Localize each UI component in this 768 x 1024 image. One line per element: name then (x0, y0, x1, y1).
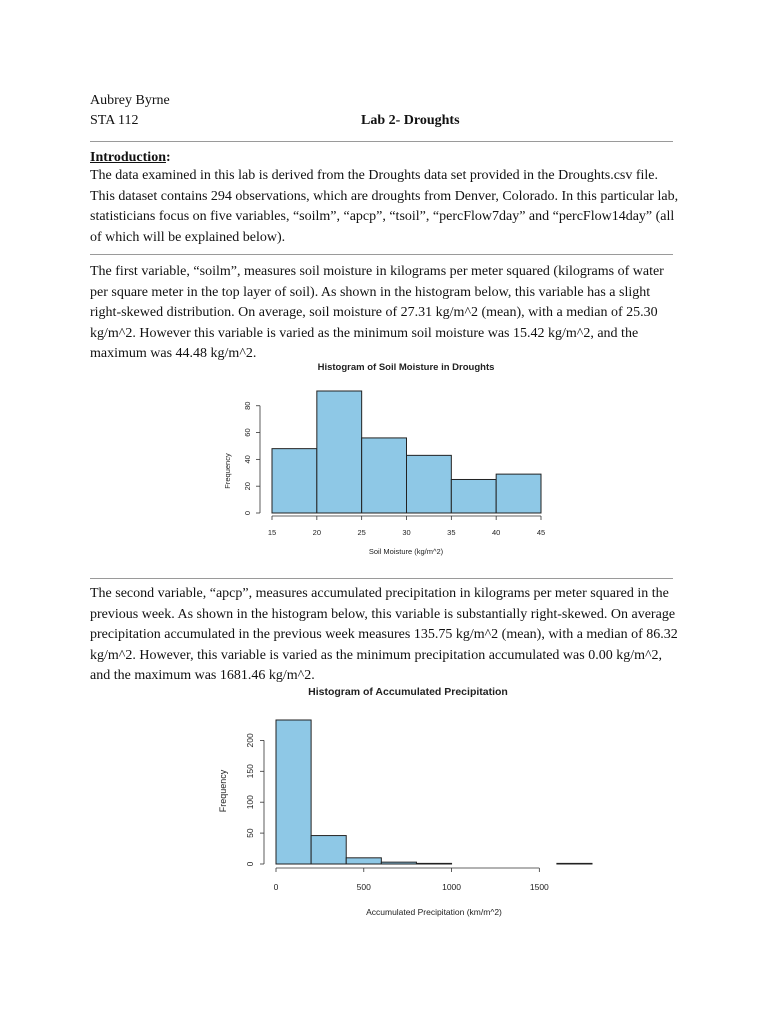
x-tick-label: 20 (312, 528, 322, 537)
histogram-bar (362, 438, 407, 513)
y-tick-label: 50 (245, 828, 255, 838)
histogram-bar (317, 391, 362, 513)
intro-heading: Introduction (90, 150, 166, 165)
course-code: STA 112 (90, 113, 139, 128)
histogram-bar (276, 720, 311, 864)
soil-moisture-paragraph: The first variable, “soilm”, measures soil moisture in kilograms per meter squared (kilograms of water per square meter in the top layer of soil). As shown in the histogram below, this variable has a slight right-skewed distribution. On average, soil moisture of 27.31 kg/m^2 (mean), with a median of 25.30 kg/m^2. However this variable is varied as the minimum soil moisture was 15.42 kg/m^2, and the maximum was 44.48 kg/m^2. (90, 264, 664, 361)
histogram-bar (407, 455, 452, 513)
author-name: Aubrey Byrne (90, 93, 170, 108)
y-tick-label: 100 (245, 795, 255, 810)
y-tick-label: 0 (243, 510, 252, 516)
y-tick-label: 80 (243, 401, 252, 410)
soil-moisture-histogram (215, 356, 575, 566)
x-tick-label: 15 (267, 528, 277, 537)
intro-heading-colon: : (165, 150, 171, 165)
precipitation-paragraph: The second variable, “apcp”, measures accumulated precipitation in kilograms per meter squared in the previous week. As shown in the histogram below, this variable is substantially right-skewed. On average precipitation accumulated in the previous week measures 135.75 kg/m^2 (mean), with a median of 86.32 kg/m^2. However, this variable is varied as the minimum precipitation accumulated was 0.00 kg/m^2, and the maximum was 1681.46 kg/m^2. (90, 586, 678, 683)
histogram-bar (416, 863, 451, 864)
x-tick-label: 25 (357, 528, 366, 537)
histogram-bar (557, 863, 592, 864)
x-tick-label: 0 (273, 882, 279, 892)
x-tick-label: 45 (536, 528, 546, 537)
x-axis-label: Soil Moisture (kg/m^2) (368, 547, 444, 556)
x-tick-label: 35 (447, 528, 456, 537)
y-axis-label: Frequency (223, 453, 232, 489)
intro-heading-line (90, 149, 171, 167)
x-tick-label: 500 (356, 882, 371, 892)
histogram-bar (451, 479, 496, 513)
divider (90, 254, 673, 255)
document-title: Lab 2- Droughts (361, 113, 460, 128)
y-axis-label: Frequency (218, 769, 228, 813)
x-tick-label: 1500 (529, 882, 549, 892)
chart-title: Histogram of Accumulated Precipitation (308, 686, 508, 698)
y-tick-label: 40 (243, 455, 252, 464)
histogram-bar (496, 474, 541, 513)
divider (90, 578, 673, 579)
y-tick-label: 60 (243, 428, 252, 437)
histogram-bar (311, 836, 346, 864)
chart-title: Histogram of Soil Moisture in Droughts (317, 362, 495, 373)
x-tick-label: 30 (402, 528, 411, 537)
x-tick-label: 1000 (442, 882, 462, 892)
histogram-bar (346, 858, 381, 864)
y-tick-label: 20 (243, 482, 252, 491)
y-tick-label: 200 (245, 733, 255, 748)
y-tick-label: 0 (245, 861, 255, 867)
divider (90, 141, 673, 142)
x-axis-label: Accumulated Precipitation (km/m^2) (366, 907, 502, 917)
histogram-bar (381, 862, 416, 864)
intro-paragraph: The data examined in this lab is derived from the Droughts data set provided in the Droughts.csv file. This dataset contains 294 observations, which are droughts from Denver, Colorado. In this particular lab, statisticians focus on five variables, “soilm”, “apcp”, “tsoil”, “percFlow7day” and “percFlow14day” (all of which will be explained below). (90, 168, 679, 245)
x-tick-label: 40 (491, 528, 501, 537)
y-tick-label: 150 (245, 764, 255, 779)
precipitation-histogram (210, 682, 595, 922)
histogram-bar (272, 449, 317, 513)
